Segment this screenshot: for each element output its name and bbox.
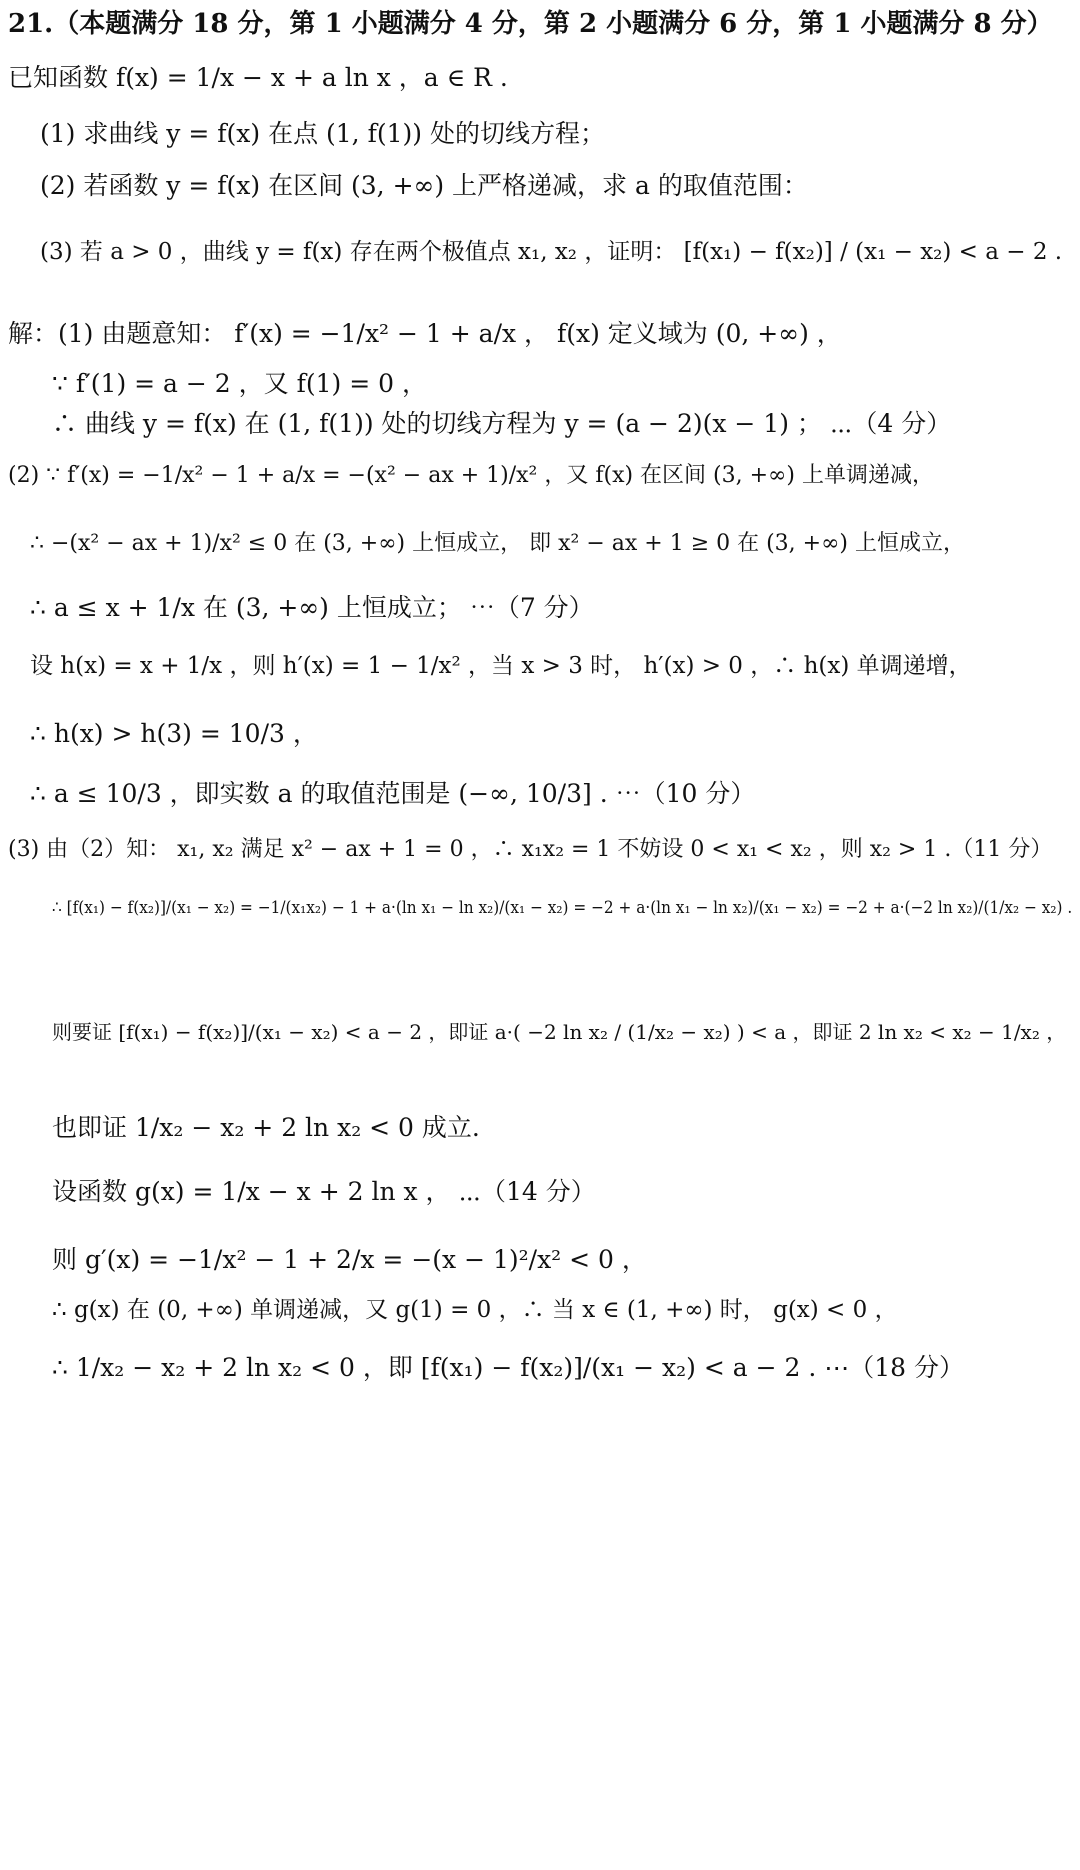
solution-part3-line8: ∴ 1/x₂ − x₂ + 2 ln x₂ < 0 ，即 [f(x₁) − f(x₂)]/(x₁ − x₂) < a − 2 . ⋯（18 分） [52, 1353, 964, 1382]
solution-part3-line1: (3) 由（2）知： x₁, x₂ 满足 x² − ax + 1 = 0 ，∴ x₁x₂ = 1 不妨设 0 < x₁ < x₂ ，则 x₂ > 1 .（11 分） [8, 837, 1053, 862]
solution-part2-line4: 设 h(x) = x + 1/x ，则 h′(x) = 1 − 1/x² ，当 x > 3 时， h′(x) > 0 ，∴ h(x) 单调递增， [30, 653, 972, 679]
solution-part3-line6: 则 g′(x) = −1/x² − 1 + 2/x = −(x − 1)²/x² < 0 ， [52, 1245, 647, 1274]
solution-part2-line6: ∴ a ≤ 10/3 ，即实数 a 的取值范围是 (−∞, 10/3] . ⋯（10 分） [30, 779, 756, 808]
solution-part2-line5: ∴ h(x) > h(3) = 10/3 ， [30, 719, 318, 748]
solution-part2-line1: (2) ∵ f′(x) = −1/x² − 1 + a/x = −(x² − ax + 1)/x² ，又 f(x) 在区间 (3, +∞) 上单调递减， [8, 463, 934, 488]
solution-part3-line7: ∴ g(x) 在 (0, +∞) 单调递减，又 g(1) = 0 ，∴ 当 x ∈ (1, +∞) 时， g(x) < 0 ， [52, 1297, 898, 1323]
solution-part1-line1: 解：(1) 由题意知： f′(x) = −1/x² − 1 + a/x ， f(x) 定义域为 (0, +∞) ， [8, 319, 842, 348]
problem-statement: 已知函数 f(x) = 1/x − x + a ln x ，a ∈ R . [8, 63, 508, 92]
question-3: (3) 若 a > 0 ，曲线 y = f(x) 存在两个极值点 x₁, x₂ ，证明： [f(x₁) − f(x₂)] / (x₁ − x₂) < a − 2 . [40, 239, 1063, 265]
problem-title: 21.（本题满分 18 分，第 1 小题满分 4 分，第 2 小题满分 6 分，第 1 小题满分 8 分） [8, 9, 1053, 39]
solution-part2-line2: ∴ −(x² − ax + 1)/x² ≤ 0 在 (3, +∞) 上恒成立， 即 x² − ax + 1 ≥ 0 在 (3, +∞) 上恒成立， [30, 531, 966, 556]
question-2: (2) 若函数 y = f(x) 在区间 (3, +∞) 上严格递减，求 a 的取值范围： [40, 171, 808, 200]
solution-part2-line3: ∴ a ≤ x + 1/x 在 (3, +∞) 上恒成立； ⋯（7 分） [30, 593, 594, 622]
solution-part3-line2: ∴ [f(x₁) − f(x₂)]/(x₁ − x₂) = −1/(x₁x₂) − 1 + a·(ln x₁ − ln x₂)/(x₁ − x₂) = −2 + a·(ln x₁ − ln x₂)/(x₁ − x₂) = −2 + a·(−2 ln x₂)/(1/x₂ − x₂) . [52, 898, 1073, 918]
solution-part3-line5: 设函数 g(x) = 1/x − x + 2 ln x ， ⋯（14 分） [52, 1177, 596, 1206]
question-1: (1) 求曲线 y = f(x) 在点 (1, f(1)) 处的切线方程； [40, 119, 605, 148]
solution-part3-line3: 则要证 [f(x₁) − f(x₂)]/(x₁ − x₂) < a − 2 ，即证 a·( −2 ln x₂ / (1/x₂ − x₂) ) < a ，即证 2 ln x₂ < x₂ − 1/x₂ ， [52, 1020, 1067, 1044]
solution-part1-line2: ∵ f′(1) = a − 2 ，又 f(1) = 0 ， [52, 369, 427, 398]
solution-part3-line4: 也即证 1/x₂ − x₂ + 2 ln x₂ < 0 成立. [52, 1113, 480, 1142]
solution-part1-line3: ∴ 曲线 y = f(x) 在 (1, f(1)) 处的切线方程为 y = (a − 2)(x − 1) ； ⋯（4 分） [52, 409, 952, 438]
